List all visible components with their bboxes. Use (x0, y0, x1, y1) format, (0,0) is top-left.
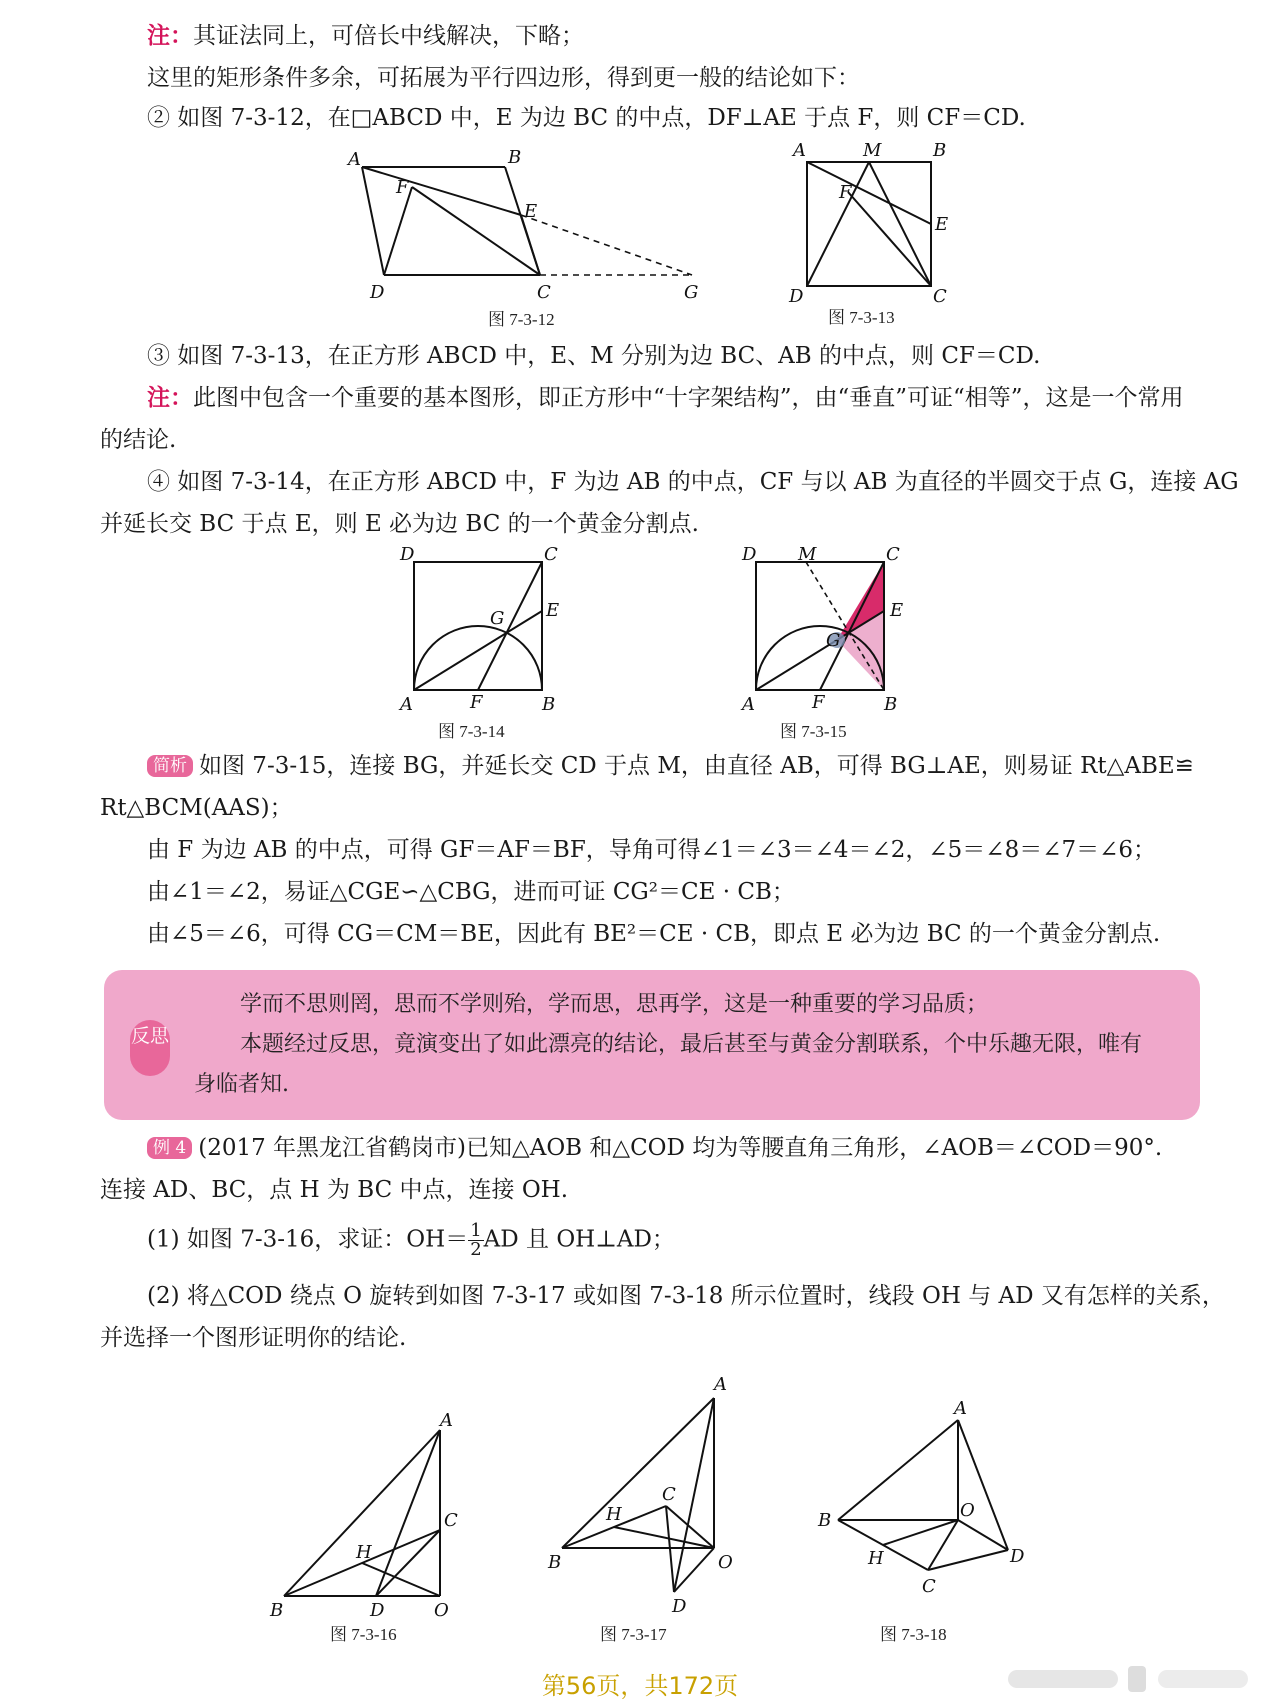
svg-text:B: B (818, 1510, 832, 1531)
caption-7-3-16: 图 7-3-16 (330, 1625, 397, 1644)
svg-text:B: B (548, 1552, 562, 1573)
question-1 (147, 1222, 675, 1259)
caption-7-3-12: 图 7-3-12 (488, 310, 555, 329)
svg-text:B: B (542, 694, 556, 715)
svg-text:G: G (826, 630, 841, 651)
svg-text:O: O (718, 1552, 733, 1573)
analysis-line-1 (147, 750, 1194, 782)
svg-text:A: A (714, 1374, 727, 1395)
example-line-1 (147, 1132, 1162, 1164)
svg-text:H: H (868, 1548, 884, 1569)
svg-text:C: C (922, 1576, 936, 1597)
svg-text:O: O (960, 1500, 975, 1521)
svg-text:A: A (793, 140, 806, 161)
svg-text:D: D (672, 1596, 687, 1617)
analysis-line-2: Rt△BCM(AAS)； (100, 795, 293, 821)
svg-text:B: B (508, 147, 522, 168)
note-text: 其证法同上，可倍长中线解决，下略； (193, 23, 584, 49)
example-tag: 例 4 (147, 1137, 192, 1159)
question-2: (2) 将△COD 绕点 O 旋转到如图 7-3-17 或如图 7-3-18 所示位置时，线段 OH 与 AD 又有怎样的关系， (147, 1283, 1225, 1309)
text-line-6: 的结论. (100, 427, 177, 453)
svg-text:B: B (933, 140, 947, 161)
svg-text:A: A (954, 1398, 967, 1419)
analysis-line-5: 由∠5＝∠6，可得 CG＝CM＝BE，因此有 BE²＝CE · CB，即点 E 必为边 BC 的一个黄金分割点. (147, 921, 1161, 947)
note-line-1 (147, 20, 584, 52)
text-line-2: 这里的矩形条件多余，可拓展为平行四边形，得到更一般的结论如下： (147, 65, 860, 91)
svg-text:B: B (884, 694, 898, 715)
figure-7-3-15 (742, 544, 922, 718)
svg-text:F: F (396, 177, 409, 198)
svg-text:C: C (886, 544, 900, 565)
svg-text:D: D (400, 544, 415, 565)
reflection-box (104, 970, 1200, 1120)
example-line-2: 连接 AD、BC，点 H 为 BC 中点，连接 OH. (100, 1177, 569, 1203)
svg-text:F: F (839, 182, 852, 203)
svg-text:A: A (348, 149, 361, 170)
note-text-2: 此图中包含一个重要的基本图形，即正方形中“十字架结构”，由“垂直”可证“相等”，这是一个常用 (193, 385, 1184, 411)
fraction-half (468, 1222, 483, 1259)
svg-text:O: O (434, 1600, 449, 1621)
item-4-text-cont: 并延长交 BC 于点 E，则 E 必为边 BC 的一个黄金分割点. (100, 511, 699, 537)
svg-text:E: E (524, 201, 538, 222)
reflection-line-2: 本题经过反思，竟演变出了如此漂亮的结论，最后甚至与黄金分割联系，个中乐趣无限，唯有 (240, 1032, 1143, 1057)
svg-text:D: D (789, 286, 804, 307)
reflection-line-1: 学而不思则罔，思而不学则殆，学而思，思再学，这是一种重要的学习品质； (240, 992, 989, 1017)
reflection-line-3: 身临者知. (194, 1072, 289, 1097)
caption-7-3-13: 图 7-3-13 (828, 308, 895, 327)
caption-7-3-18: 图 7-3-18 (880, 1625, 947, 1644)
svg-text:H: H (606, 1504, 622, 1525)
analysis-line-4: 由∠1＝∠2，易证△CGE∽△CBG，进而可证 CG²＝CE · CB； (147, 879, 795, 905)
analysis-text: 如图 7-3-15，连接 BG，并延长交 CD 于点 M，由直径 AB，可得 BG⊥AE，则易证 Rt△ABE≌ (199, 753, 1194, 779)
svg-text:C: C (444, 1510, 458, 1531)
svg-text:F: F (812, 692, 825, 713)
note-label-2: 注： (147, 384, 193, 411)
figure-7-3-14 (400, 544, 580, 718)
svg-text:E: E (890, 600, 904, 621)
svg-text:C: C (544, 544, 558, 565)
caption-7-3-15: 图 7-3-15 (780, 722, 847, 741)
svg-text:A: A (742, 694, 755, 715)
reflection-badge: 反思 (130, 1020, 170, 1076)
svg-text:C: C (933, 286, 947, 307)
fraction-den: 2 (470, 1239, 482, 1260)
question-2-cont: 并选择一个图形证明你的结论. (100, 1325, 407, 1351)
analysis-tag: 简析 (147, 755, 193, 777)
figure-7-3-18 (818, 1398, 1025, 1620)
item-3-text: ③ 如图 7-3-13，在正方形 ABCD 中，E、M 分别为边 BC、AB 的中点，则 CF＝CD. (147, 343, 1041, 369)
svg-text:B: B (270, 1600, 284, 1621)
caption-7-3-14: 图 7-3-14 (438, 722, 505, 741)
fraction-num: 1 (470, 1220, 482, 1241)
svg-text:C: C (537, 282, 551, 303)
svg-text:D: D (1010, 1546, 1025, 1567)
item-2-text: ② 如图 7-3-12，在□ABCD 中，E 为边 BC 的中点，DF⊥AE 于点 F，则 CF＝CD. (147, 105, 1026, 131)
svg-text:G: G (490, 608, 505, 629)
question-1-a: (1) 如图 7-3-16，求证：OH＝ (147, 1226, 469, 1253)
svg-text:A: A (440, 1410, 453, 1431)
caption-7-3-17: 图 7-3-17 (600, 1625, 667, 1644)
svg-text:A: A (400, 694, 413, 715)
figure-7-3-16 (270, 1400, 470, 1620)
analysis-line-3: 由 F 为边 AB 的中点，可得 GF＝AF＝BF，导角可得∠1＝∠3＝∠4＝∠2，∠5＝∠8＝∠7＝∠6； (147, 837, 1157, 863)
svg-text:G: G (684, 282, 699, 303)
figure-7-3-12 (340, 145, 720, 305)
svg-text:E: E (935, 214, 949, 235)
svg-text:D: D (370, 1600, 385, 1621)
svg-text:E: E (546, 600, 560, 621)
item-4-text: ④ 如图 7-3-14，在正方形 ABCD 中，F 为边 AB 的中点，CF 与以 AB 为直径的半圆交于点 G，连接 AG (147, 469, 1239, 495)
svg-text:F: F (470, 692, 483, 713)
page-counter: 第56页，共172页 (541, 1672, 739, 1700)
figure-7-3-13 (785, 140, 965, 307)
question-1-b: AD 且 OH⊥AD； (483, 1226, 675, 1253)
svg-text:C: C (662, 1484, 676, 1505)
svg-text:D: D (370, 282, 385, 303)
viewer-scrollbar[interactable] (1008, 1662, 1268, 1696)
note-label: 注： (147, 22, 193, 49)
svg-text:H: H (356, 1542, 372, 1563)
note-line-2 (147, 382, 1184, 414)
figure-7-3-17 (548, 1370, 748, 1620)
svg-text:D: D (742, 544, 757, 565)
svg-text:M: M (798, 544, 817, 565)
svg-text:M: M (863, 140, 882, 161)
example-text: (2017 年黑龙江省鹤岗市)已知△AOB 和△COD 均为等腰直角三角形，∠AOB＝∠COD＝90°. (198, 1135, 1163, 1161)
